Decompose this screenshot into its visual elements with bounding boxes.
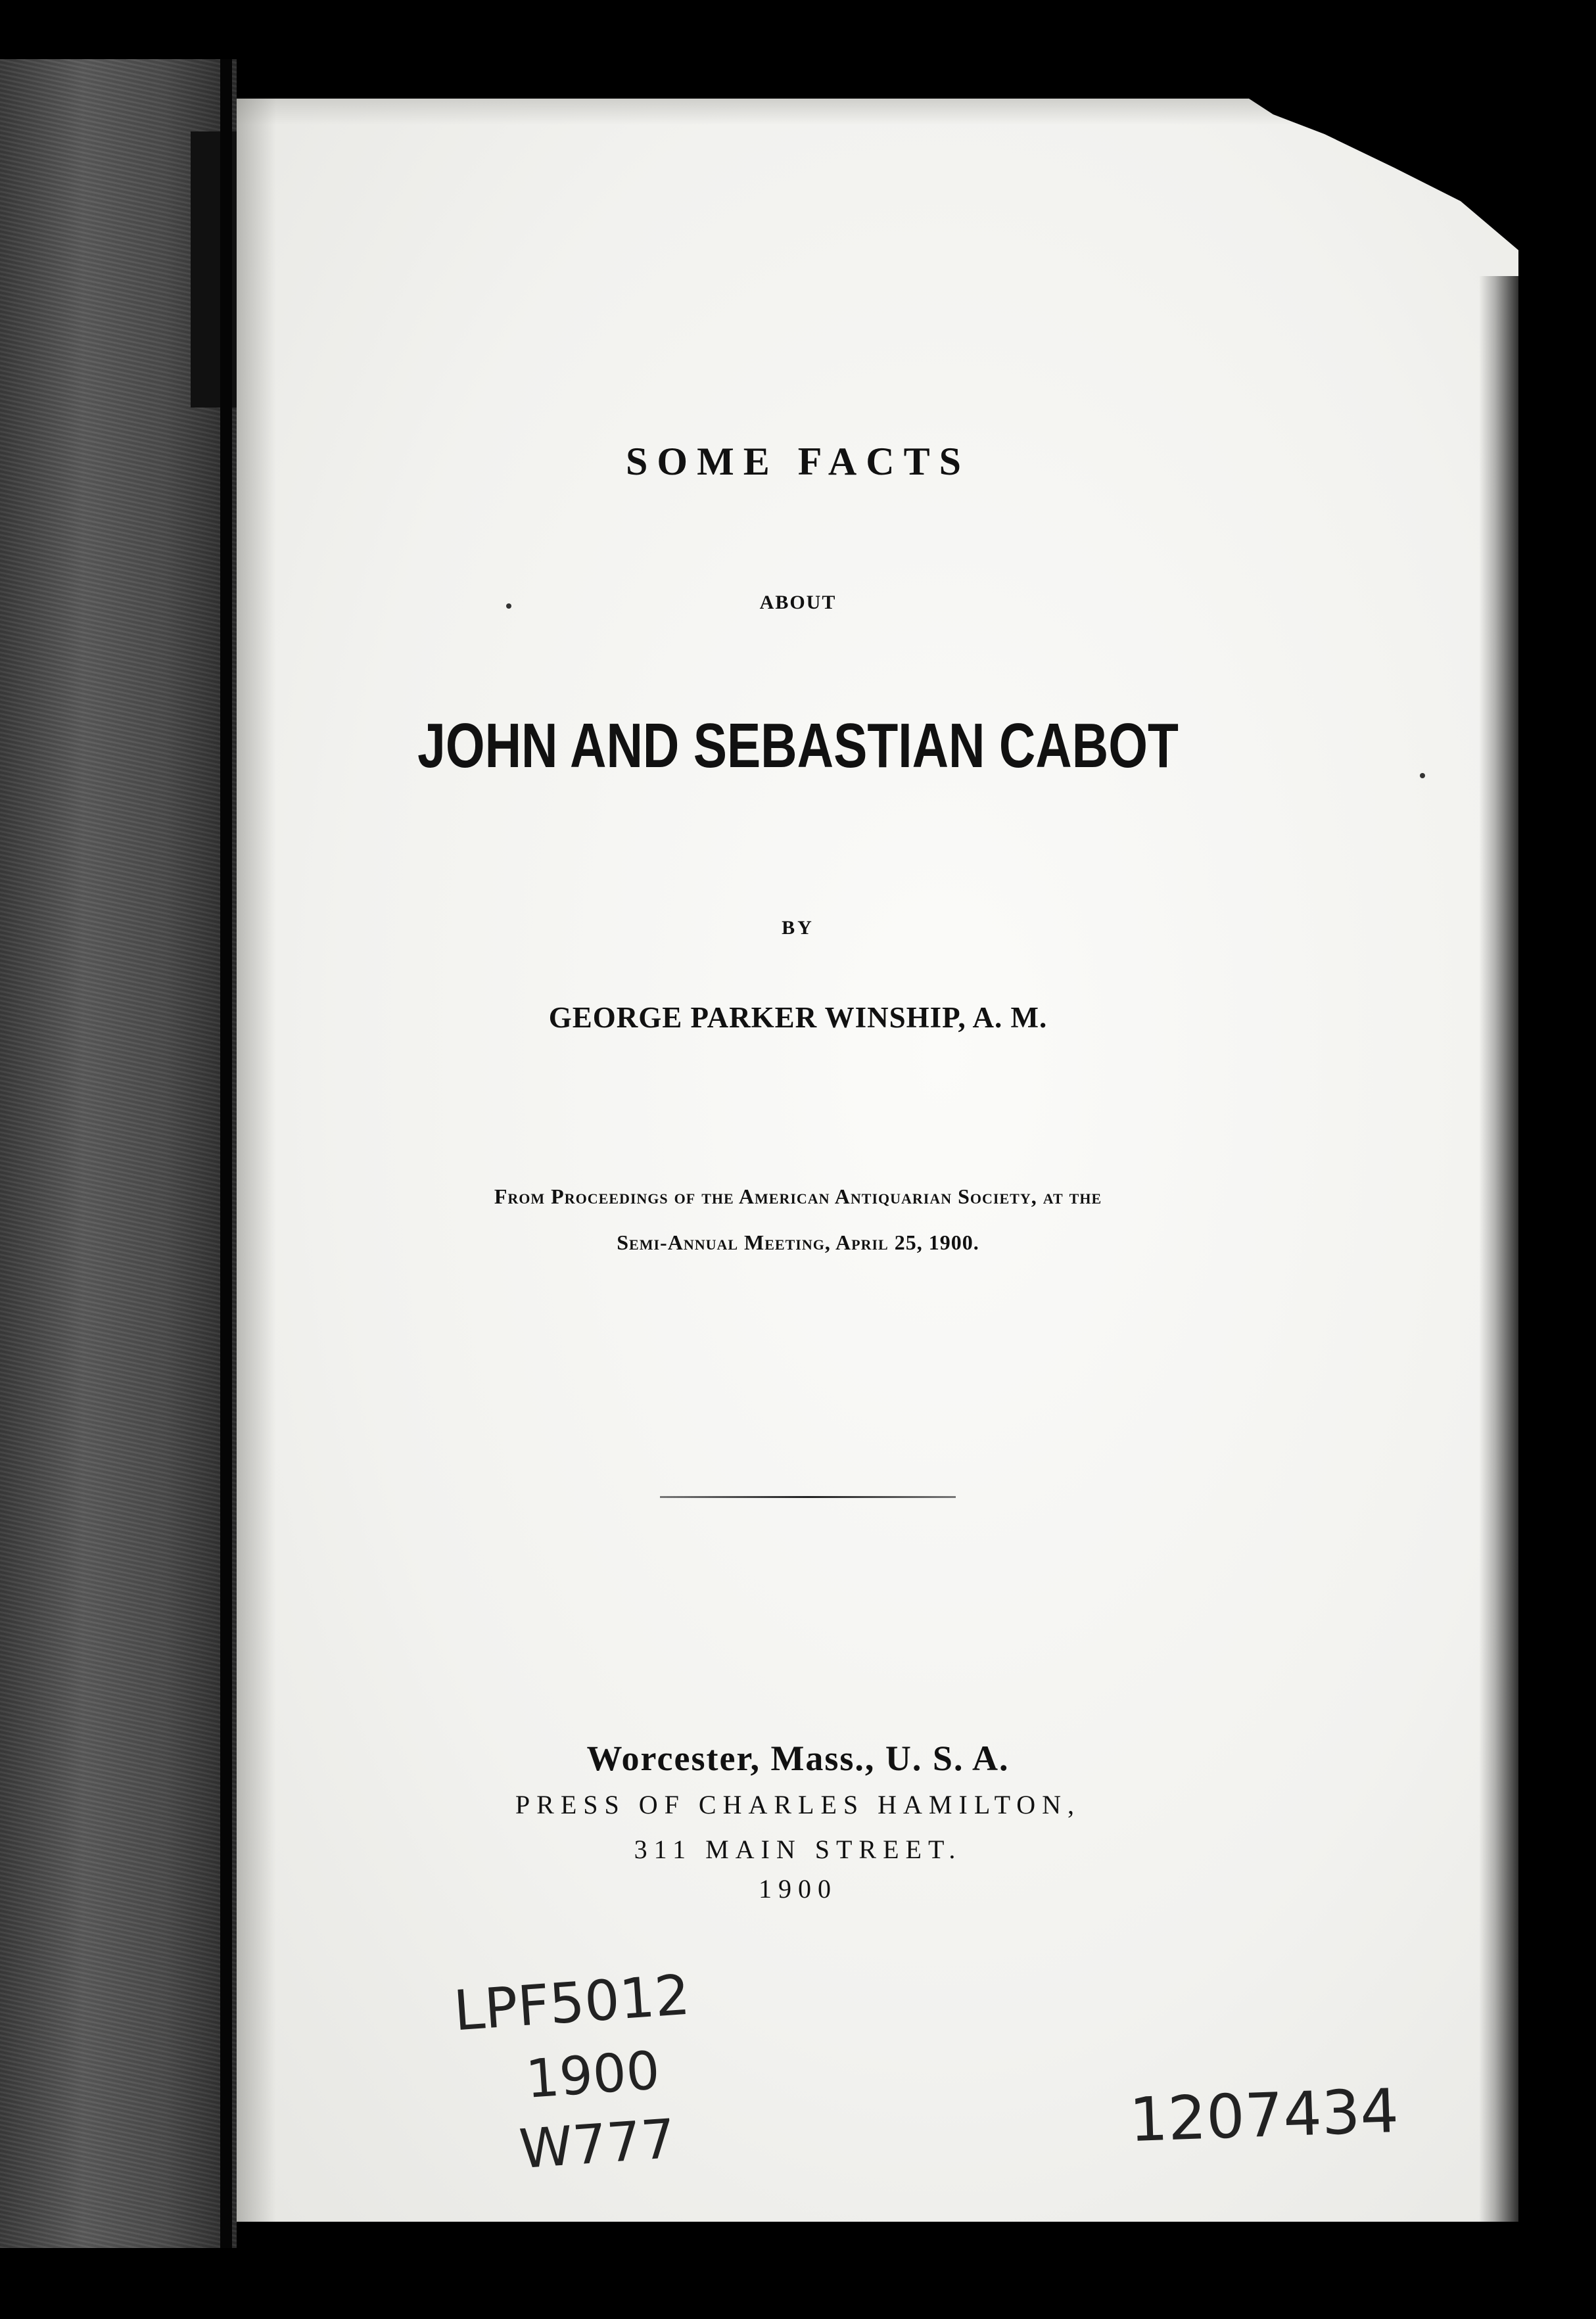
author-name: GEORGE PARKER WINSHIP, A. M.: [548, 1001, 1048, 1034]
imprint-place: Worcester, Mass., U. S. A.: [586, 1739, 1010, 1778]
heading-about: ABOUT: [759, 592, 837, 613]
binding-spine: [220, 59, 232, 2248]
imprint-address: 311 MAIN STREET.: [634, 1835, 962, 1864]
heading-top: SOME FACTS: [626, 440, 970, 483]
byline-by: BY: [782, 917, 814, 939]
handwritten-call-number-line-1: LPF5012: [452, 1962, 692, 2044]
imprint-press: PRESS OF CHARLES HAMILTON,: [515, 1790, 1081, 1819]
imprint-year: 1900: [759, 1874, 837, 1904]
handwritten-accession-number: 1207434: [1128, 2075, 1400, 2156]
divider-rule: [660, 1496, 956, 1498]
main-title: JOHN AND SEBASTIAN CABOT: [417, 711, 1179, 781]
handwritten-call-number-line-3: W777: [517, 2107, 678, 2182]
source-line-1: From Proceedings of the American Antiquarian Society, at the: [494, 1184, 1102, 1208]
source-line-2: Semi-Annual Meeting, April 25, 1900.: [617, 1230, 979, 1254]
handwritten-call-number-line-2: 1900: [524, 2040, 662, 2110]
cover-notch: [191, 131, 243, 408]
